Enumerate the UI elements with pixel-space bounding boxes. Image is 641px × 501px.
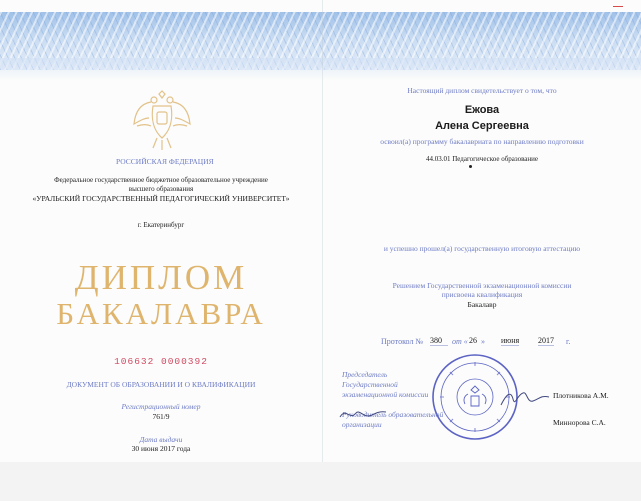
head-signature (338, 403, 388, 425)
security-band-fade (0, 58, 641, 80)
institution-line-2: высшего образования (128, 185, 194, 193)
diploma-subtitle: БАКАЛАВРА (56, 296, 266, 331)
decision-line-2: присвоена квалификация (441, 290, 523, 299)
head-label-2: организации (342, 420, 382, 429)
registration-label: Регистрационный номер (121, 402, 201, 411)
institution-name: «УРАЛЬСКИЙ ГОСУДАРСТВЕННЫЙ ПЕДАГОГИЧЕСКИЙ УНИВЕРСИТЕТ» (32, 194, 290, 203)
passed-text: и успешно прошел(а) государственную итоговую аттестацию (383, 244, 581, 253)
chair-signature (497, 385, 557, 415)
coat-of-arms-icon (129, 88, 195, 154)
date-from-label: от « (452, 337, 468, 346)
qualification-value: Бакалавр (467, 300, 497, 309)
chair-name: Плотникова А.М. (553, 391, 609, 400)
day-close-quote: » (481, 337, 485, 346)
dot-mark (469, 165, 472, 168)
head-label-1: Руководитель образовательной (342, 410, 444, 419)
registration-number: 761/9 (152, 412, 170, 421)
protocol-number: 380 (430, 336, 448, 346)
chair-label-3: экзаменационной комиссии (342, 390, 429, 399)
document-type-label: ДОКУМЕНТ ОБ ОБРАЗОВАНИИ И О КВАЛИФИКАЦИИ (66, 380, 256, 389)
head-name: Миннорова С.А. (553, 418, 606, 427)
mastered-text: освоил(а) программу бакалавриата по направлению подготовки (380, 137, 584, 146)
protocol-label: Протокол № (381, 337, 424, 346)
issue-date-label: Дата выдачи (139, 435, 183, 444)
protocol-month: июня (501, 336, 520, 345)
chair-label-1: Председатель (342, 370, 388, 379)
holder-name: Алена Сергеевна (435, 120, 529, 132)
diploma-title: ДИПЛОМ (74, 258, 248, 297)
year-suffix: г. (566, 337, 571, 346)
chair-label-2: Государственной (342, 380, 398, 389)
institution-line-1: Федеральное государственное бюджетное образовательное учреждение (54, 176, 268, 184)
program-name: 44.03.01 Педагогическое образование (425, 155, 539, 163)
issue-date-value: 30 июня 2017 года (131, 444, 191, 453)
country-label: РОССИЙСКАЯ ФЕДЕРАЦИЯ (116, 157, 214, 166)
certify-text: Настоящий диплом свидетельствует о том, что (407, 86, 557, 95)
protocol-day: 26 (469, 336, 477, 345)
decision-line-1: Решением Государственной экзаменационной комиссии (392, 281, 572, 290)
corner-mark (613, 6, 623, 11)
holder-surname: Ежова (464, 104, 500, 116)
serial-number: 106632 0000392 (114, 356, 208, 367)
city-label: г. Екатеринбург (137, 221, 185, 229)
protocol-year: 2017 (538, 336, 554, 345)
center-fold (322, 0, 323, 462)
